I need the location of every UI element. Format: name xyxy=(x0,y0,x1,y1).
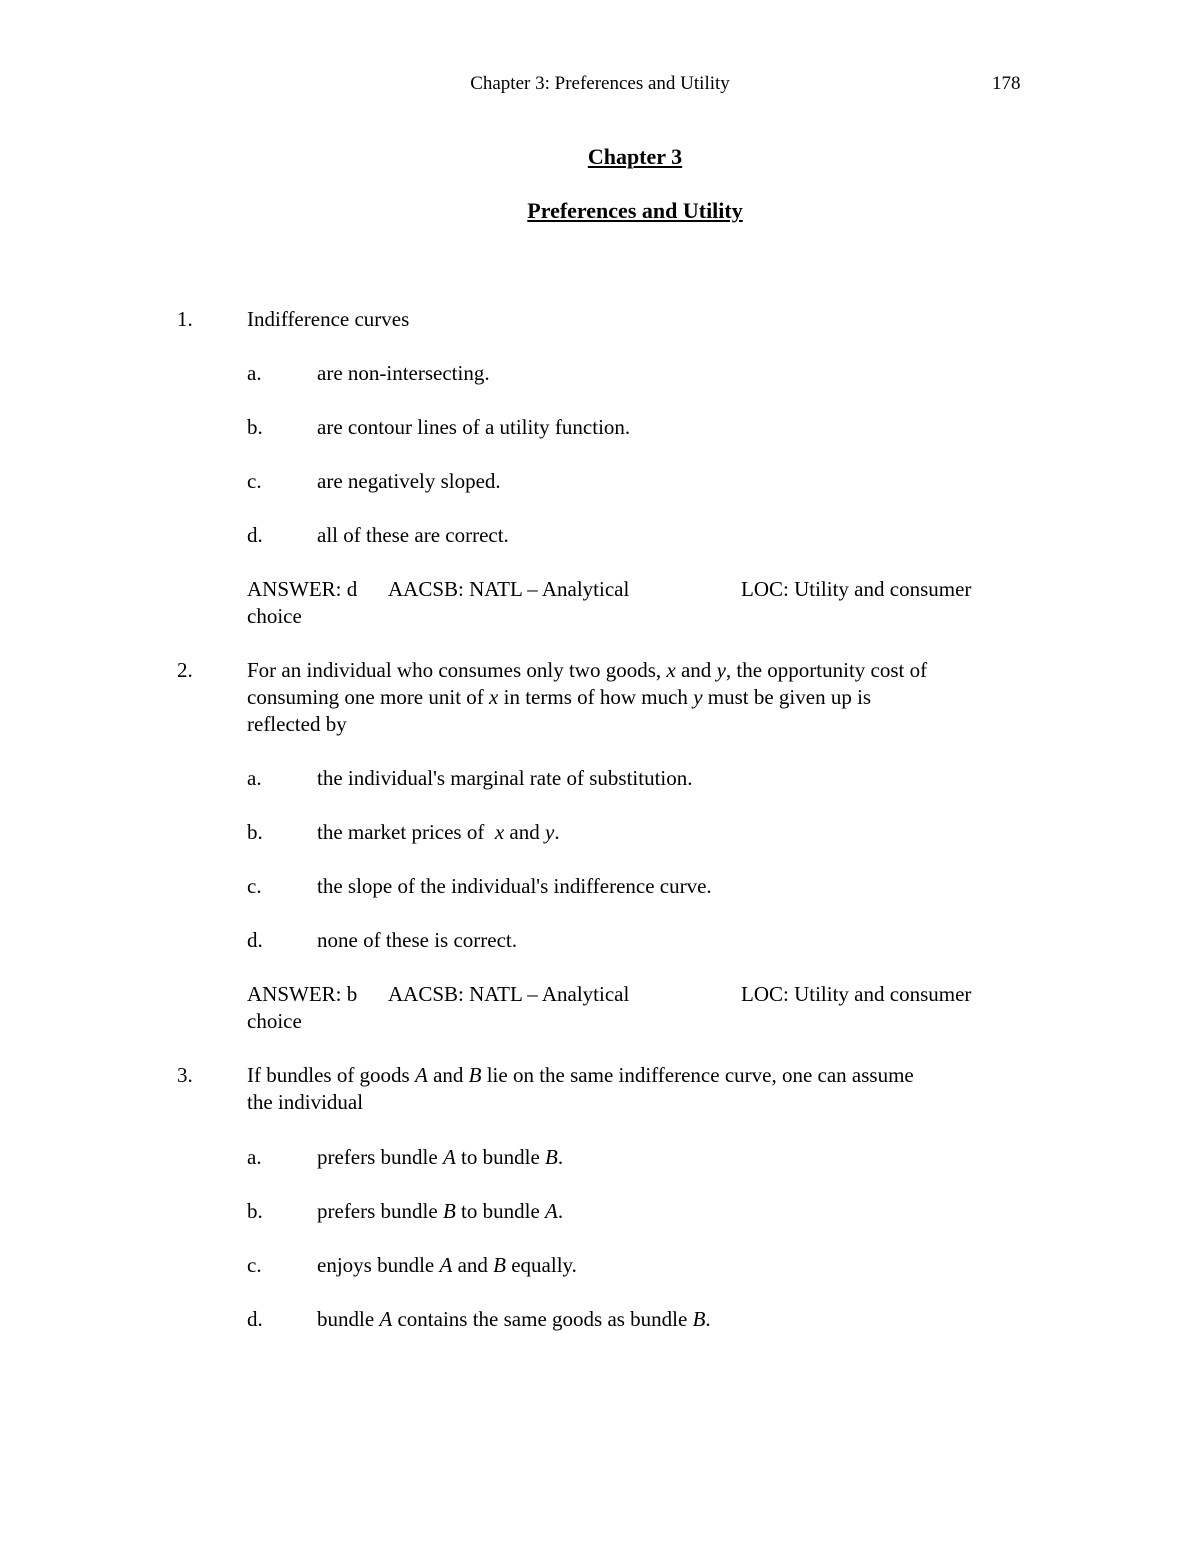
option-text xyxy=(317,765,1017,792)
text-run: and xyxy=(675,658,717,682)
answer-loc: LOC: Utility and consumer xyxy=(741,577,972,601)
option-letter: d. xyxy=(247,1307,263,1331)
variable-x: x xyxy=(489,685,499,709)
question-text-line xyxy=(247,1062,1017,1089)
answer-block-2 xyxy=(247,981,1037,1035)
variable-b: B xyxy=(692,1307,706,1331)
option-text xyxy=(317,873,1017,900)
option-letter: d. xyxy=(247,523,263,547)
option-letter: b. xyxy=(247,1199,263,1223)
option-text-part: are non-intersecting. xyxy=(317,361,490,385)
variable-y: y xyxy=(716,658,726,682)
variable-a: A xyxy=(439,1253,453,1277)
question-text xyxy=(247,306,1017,333)
variable-y: y xyxy=(693,685,703,709)
question-text-line xyxy=(247,657,1017,684)
variable-b: B xyxy=(493,1253,506,1277)
option-1d xyxy=(0,522,1200,549)
option-letter: c. xyxy=(247,469,262,493)
option-1b xyxy=(0,414,1200,441)
page-number: 178 xyxy=(992,73,1021,94)
answer-block-1 xyxy=(247,576,1037,630)
option-text xyxy=(317,468,1017,495)
text-run: and xyxy=(452,1253,494,1277)
text-run: enjoys bundle xyxy=(317,1253,440,1277)
variable-a: A xyxy=(442,1145,456,1169)
option-letter: c. xyxy=(247,1253,262,1277)
variable-x: x xyxy=(666,658,676,682)
answer-loc-continued: choice xyxy=(247,604,302,628)
variable-x: x xyxy=(494,820,505,844)
question-number: 1. xyxy=(177,307,193,331)
text-run: reflected by xyxy=(247,712,347,736)
option-1c xyxy=(0,468,1200,495)
answer-code: ANSWER: d xyxy=(247,577,358,601)
text-run: . xyxy=(557,1199,564,1223)
text-run: bundle xyxy=(317,1307,380,1331)
option-text-part: the individual's marginal rate of substitution. xyxy=(317,766,693,790)
answer-aacsb: AACSB: NATL – Analytical xyxy=(388,982,630,1006)
text-run: the market prices of xyxy=(317,820,495,844)
option-letter: a. xyxy=(247,361,262,385)
option-text-part: the slope of the individual's indifference curve. xyxy=(317,874,712,898)
option-text-part: are contour lines of a utility function. xyxy=(317,415,631,439)
option-3b xyxy=(0,1198,1200,1225)
answer-loc-continued: choice xyxy=(247,1009,302,1033)
option-text-part: none of these is correct. xyxy=(317,928,518,952)
option-2a xyxy=(0,765,1200,792)
option-text xyxy=(317,927,1017,954)
question-number: 3. xyxy=(177,1063,193,1087)
option-text xyxy=(317,1252,1017,1279)
answer-line xyxy=(247,576,1037,603)
option-letter: d. xyxy=(247,928,263,952)
answer-line xyxy=(247,981,1037,1008)
option-text-part: are negatively sloped. xyxy=(317,469,501,493)
chapter-heading: Chapter 3 xyxy=(587,144,683,169)
text-run: and xyxy=(504,820,545,844)
text-run: to bundle xyxy=(455,1145,546,1169)
text-run: the individual xyxy=(247,1090,364,1114)
question-text xyxy=(247,657,1017,738)
variable-a: A xyxy=(545,1199,558,1223)
option-letter: c. xyxy=(247,874,262,898)
question-text xyxy=(247,1062,1017,1116)
option-text xyxy=(317,1144,1017,1171)
chapter-subheading: Preferences and Utility xyxy=(527,198,743,223)
question-text-line xyxy=(247,684,1017,711)
option-3c xyxy=(0,1252,1200,1279)
text-run: If bundles of goods xyxy=(247,1063,415,1087)
variable-b: B xyxy=(545,1145,558,1169)
option-text xyxy=(317,360,1017,387)
question-text-line xyxy=(247,711,1017,738)
option-letter: b. xyxy=(247,820,263,844)
variable-a: A xyxy=(414,1063,428,1087)
text-run: For an individual who consumes only two goods, xyxy=(247,658,667,682)
option-text xyxy=(317,819,1017,846)
variable-b: B xyxy=(442,1199,456,1223)
option-3a xyxy=(0,1144,1200,1171)
running-title: Chapter 3: Preferences and Utility xyxy=(470,73,730,94)
variable-y: y xyxy=(545,820,555,844)
text-run: to bundle xyxy=(455,1199,546,1223)
option-text xyxy=(317,414,1017,441)
question-text-line xyxy=(247,1089,1017,1116)
option-text xyxy=(317,1198,1017,1225)
variable-b: B xyxy=(468,1063,482,1087)
question-text-part: Indifference curves xyxy=(247,307,410,331)
answer-aacsb: AACSB: NATL – Analytical xyxy=(388,577,630,601)
option-2d xyxy=(0,927,1200,954)
option-2b xyxy=(0,819,1200,846)
option-2c xyxy=(0,873,1200,900)
option-letter: a. xyxy=(247,766,262,790)
option-text-part: all of these are correct. xyxy=(317,523,509,547)
text-run: must be given up is xyxy=(702,685,872,709)
text-run: , the opportunity cost of xyxy=(725,658,928,682)
text-run: . xyxy=(554,820,560,844)
option-3d xyxy=(0,1306,1200,1333)
option-1a xyxy=(0,360,1200,387)
text-run: prefers bundle xyxy=(317,1145,443,1169)
text-run: consuming one more unit of xyxy=(247,685,490,709)
answer-code: ANSWER: b xyxy=(247,982,358,1006)
text-run: prefers bundle xyxy=(317,1199,443,1223)
text-run: . xyxy=(557,1145,564,1169)
text-run: in terms of how much xyxy=(498,685,694,709)
text-run: equally. xyxy=(505,1253,577,1277)
text-run: and xyxy=(427,1063,469,1087)
option-text xyxy=(317,1306,1017,1333)
running-header xyxy=(0,70,1200,97)
text-run: contains the same goods as bundle xyxy=(392,1307,693,1331)
variable-a: A xyxy=(379,1307,393,1331)
option-letter: b. xyxy=(247,415,263,439)
option-letter: a. xyxy=(247,1145,262,1169)
text-run: . xyxy=(705,1307,711,1331)
text-run: lie on the same indifference curve, one can assume xyxy=(481,1063,914,1087)
answer-loc: LOC: Utility and consumer xyxy=(741,982,972,1006)
option-text xyxy=(317,522,1017,549)
question-number: 2. xyxy=(177,658,193,682)
